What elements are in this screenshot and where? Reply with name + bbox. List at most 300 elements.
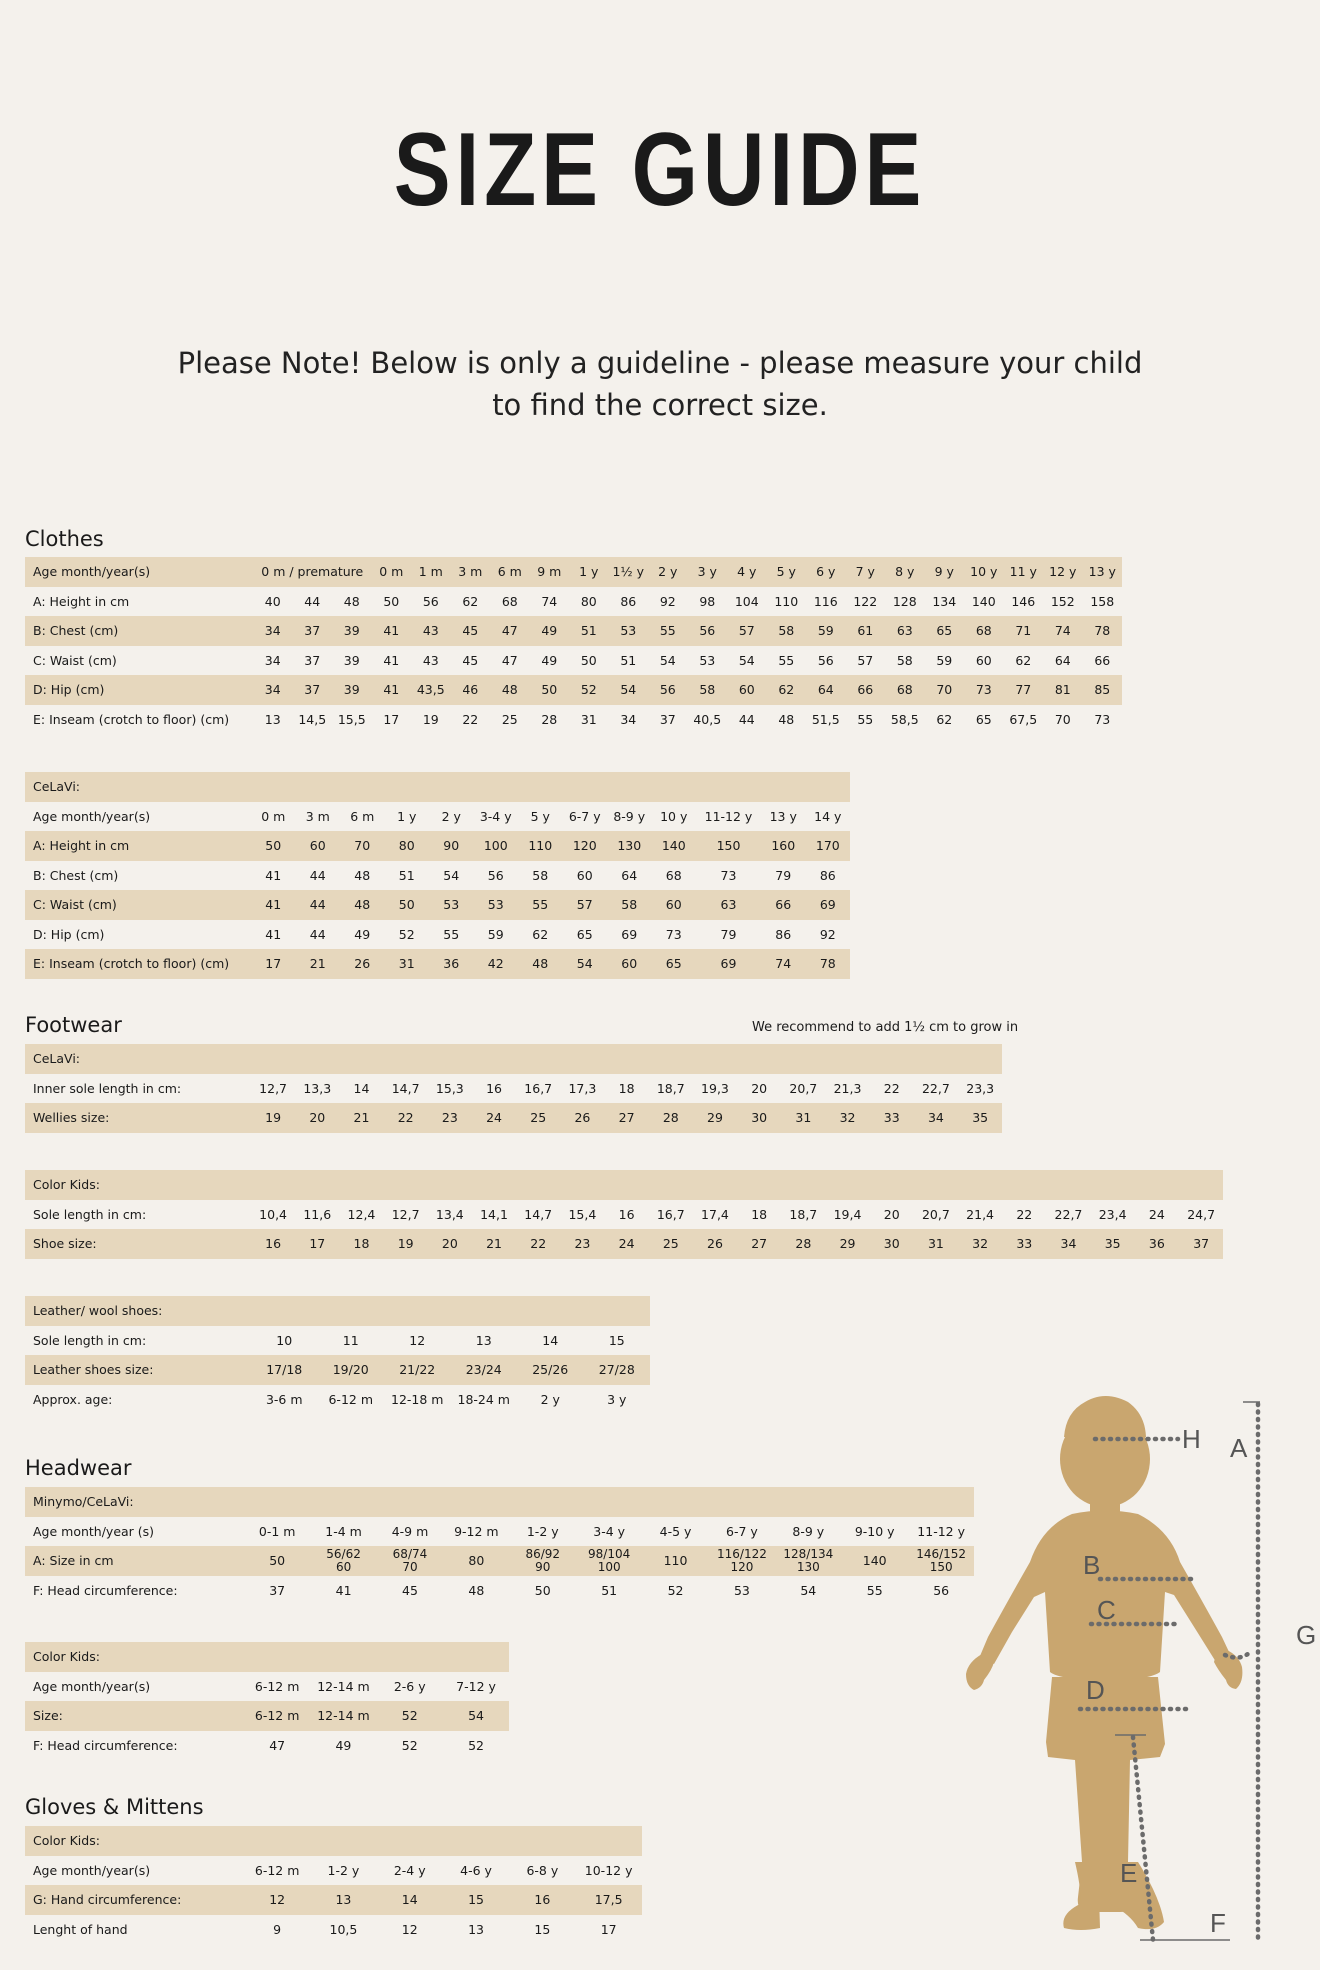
table-cell: 31 <box>580 711 597 727</box>
table-cell: 48 <box>778 711 795 727</box>
table-cell: 86 <box>620 593 637 609</box>
table-cell: 6-12 m <box>254 1678 300 1694</box>
row-label: B: Chest (cm) <box>25 616 253 646</box>
label-e: E <box>1120 1858 1138 1888</box>
section-title-footwear: Footwear <box>25 1013 122 1037</box>
table-row <box>25 1576 974 1606</box>
table-cell: 55 <box>778 652 795 668</box>
table-cell: 60 <box>607 949 652 979</box>
table-row <box>25 1731 509 1761</box>
table-cell: 19 <box>384 1229 428 1259</box>
table-cell: 59 <box>936 652 953 668</box>
table-cell: 3-4 y <box>479 808 512 824</box>
table-cell: 20 <box>428 1229 472 1259</box>
table-cell: 51 <box>398 867 415 883</box>
table-cell: 6-12 m <box>244 1701 310 1731</box>
table-cell: 36 <box>429 949 474 979</box>
table-row <box>25 861 850 891</box>
table-cell: 5 y <box>767 557 807 587</box>
row-label: Sole length in cm: <box>33 1332 147 1348</box>
table-cell: 66 <box>1094 652 1111 668</box>
table-cell: 52 <box>569 675 609 705</box>
table-cell: 40,5 <box>693 711 722 727</box>
table-cell: 51 <box>569 616 609 646</box>
table-cell: 11 <box>342 1332 359 1348</box>
table-cell: 23/24 <box>451 1355 518 1385</box>
row-label: F: Head circumference: <box>33 1582 178 1598</box>
table-row <box>25 1915 642 1945</box>
table-cell: 70 <box>340 831 385 861</box>
table-cell: 17 <box>295 1229 339 1259</box>
table-cell: 16 <box>509 1885 575 1915</box>
table-cell: 47 <box>490 616 530 646</box>
table-cell: 30 <box>737 1103 781 1133</box>
table-cell: 60 <box>296 831 341 861</box>
table-cell: 37 <box>304 652 321 668</box>
table-row <box>25 1229 1223 1259</box>
table-cell: 11 y <box>1004 557 1044 587</box>
section-title-headwear: Headwear <box>25 1456 132 1480</box>
table-cell: 77 <box>1004 675 1044 705</box>
table-cell: 20 <box>295 1103 339 1133</box>
table-cell: 61 <box>846 616 886 646</box>
table-cell: 9 y <box>925 557 965 587</box>
table-cell: 49 <box>335 1737 352 1753</box>
table-cell: 62 <box>462 593 479 609</box>
table-cell: 44 <box>296 890 341 920</box>
table-cell: 53 <box>474 890 519 920</box>
row-label: F: Head circumference: <box>33 1737 178 1753</box>
table-cell: 44 <box>738 711 755 727</box>
table-cell: 13 <box>264 711 281 727</box>
table-cell: 11-12 y <box>704 808 753 824</box>
table-cell: 56 <box>487 867 504 883</box>
table-cell: 63 <box>885 616 925 646</box>
table-cell: 58 <box>896 652 913 668</box>
row-label: Sole length in cm: <box>33 1206 147 1222</box>
table-cell: 68/74 70 <box>377 1546 443 1576</box>
table-cell: 52 <box>401 1737 418 1753</box>
table-subheading: Color Kids: <box>25 1642 509 1672</box>
table-row <box>25 1517 974 1547</box>
table-cell: 12 y <box>1043 557 1083 587</box>
table-cell: 69 <box>621 926 638 942</box>
table-row <box>25 557 1122 587</box>
table-cell: 41 <box>265 926 282 942</box>
row-label: A: Height in cm <box>25 831 251 861</box>
table-cell: 16,7 <box>656 1206 685 1222</box>
table-cell: 23 <box>560 1229 604 1259</box>
table-cell: 73 <box>1094 711 1111 727</box>
row-label: A: Size in cm <box>25 1546 244 1576</box>
table-cell: 22,7 <box>1054 1206 1083 1222</box>
table-cell: 54 <box>443 867 460 883</box>
table-cell: 140 <box>652 831 697 861</box>
table-cell: 6 m <box>350 808 375 824</box>
table-row <box>25 1355 650 1385</box>
table-cell: 50 <box>244 1546 310 1576</box>
table-cell: 37 <box>269 1582 286 1598</box>
row-label: Shoe size: <box>25 1229 251 1259</box>
table-cell: 59 <box>806 616 846 646</box>
table-cell: 37 <box>1179 1229 1223 1259</box>
table-cell: 50 <box>530 675 570 705</box>
table-cell: 74 <box>1043 616 1083 646</box>
table-cell: 12 <box>401 1921 418 1937</box>
table-row <box>25 1701 509 1731</box>
table-cell: 18 <box>751 1206 768 1222</box>
table-cell: 104 <box>734 593 759 609</box>
table-cell: 21 <box>339 1103 383 1133</box>
table-subheading: Color Kids: <box>25 1170 1223 1200</box>
table-cell: 54 <box>443 1701 509 1731</box>
row-label: Wellies size: <box>25 1103 251 1133</box>
table-cell: 3 m <box>451 557 491 587</box>
table-row <box>25 949 850 979</box>
table-cell: 12 <box>244 1885 310 1915</box>
row-label: E: Inseam (crotch to floor) (cm) <box>25 949 251 979</box>
table-headwear-colorkids <box>25 1642 509 1760</box>
section-title-clothes: Clothes <box>25 527 104 551</box>
table-cell: 44 <box>309 926 326 942</box>
table-cell: 21/22 <box>384 1355 451 1385</box>
table-cell: 29 <box>693 1103 737 1133</box>
table-cell: 66 <box>846 675 886 705</box>
table-cell: 23,3 <box>966 1080 995 1096</box>
table-cell: 79 <box>775 867 792 883</box>
table-cell: 22 <box>462 711 479 727</box>
table-cell: 68 <box>665 867 682 883</box>
table-cell: 81 <box>1043 675 1083 705</box>
section-title-gloves: Gloves & Mittens <box>25 1795 204 1819</box>
table-cell: 92 <box>819 926 836 942</box>
table-cell: 21,3 <box>833 1080 862 1096</box>
table-cell: 14,1 <box>480 1206 508 1222</box>
table-cell: 63 <box>696 890 761 920</box>
table-cell: 62 <box>767 675 807 705</box>
table-cell: 10,4 <box>259 1206 288 1222</box>
table-cell: 33 <box>1002 1229 1046 1259</box>
table-cell: 70 <box>1054 711 1071 727</box>
table-cell: 80 <box>443 1546 509 1576</box>
child-measurement-figure <box>960 1392 1320 1947</box>
table-cell: 3 m <box>305 808 330 824</box>
table-row <box>25 1546 974 1576</box>
table-cell: 41 <box>372 675 412 705</box>
table-subheading: CeLaVi: <box>25 772 850 802</box>
table-cell: 28 <box>649 1103 693 1133</box>
table-cell: 26 <box>340 949 385 979</box>
row-label: Age month/year(s) <box>33 808 151 824</box>
table-cell: 73 <box>964 675 1004 705</box>
table-cell: 41 <box>335 1582 352 1598</box>
table-cell: 20,7 <box>789 1080 818 1096</box>
table-cell: 14 <box>377 1885 443 1915</box>
row-label: Approx. age: <box>33 1391 113 1407</box>
table-subheading: CeLaVi: <box>25 1044 1002 1074</box>
table-row <box>25 1200 1223 1230</box>
table-cell: 4-9 m <box>391 1523 429 1539</box>
table-cell: 26 <box>693 1229 737 1259</box>
table-cell: 74 <box>541 593 558 609</box>
table-cell: 58 <box>607 890 652 920</box>
table-cell: 4-5 y <box>659 1523 692 1539</box>
table-cell: 44 <box>304 593 321 609</box>
table-cell: 70 <box>925 675 965 705</box>
row-label: C: Waist (cm) <box>25 890 251 920</box>
table-row <box>25 1103 1002 1133</box>
table-footwear-colorkids <box>25 1170 1223 1259</box>
table-cell: 64 <box>806 675 846 705</box>
table-cell: 34 <box>264 652 281 668</box>
table-cell: 22,7 <box>921 1080 950 1096</box>
table-cell: 12-18 m <box>391 1391 444 1407</box>
table-row <box>25 646 1122 676</box>
table-cell: 3 y <box>688 557 728 587</box>
table-cell: 12,7 <box>259 1080 288 1096</box>
table-cell: 21,4 <box>966 1206 995 1222</box>
table-cell: 17,3 <box>568 1080 597 1096</box>
row-label: Lenght of hand <box>33 1921 128 1937</box>
table-cell: 50 <box>385 890 430 920</box>
table-cell: 49 <box>530 616 570 646</box>
table-cell: 14,7 <box>391 1080 420 1096</box>
table-cell: 11,6 <box>303 1206 332 1222</box>
table-cell: 6-7 y <box>726 1523 758 1539</box>
table-cell: 13 <box>475 1332 492 1348</box>
table-cell: 22 <box>1016 1206 1033 1222</box>
table-cell: 15,5 <box>337 711 366 727</box>
table-cell: 31 <box>914 1229 958 1259</box>
table-cell: 8-9 y <box>792 1523 825 1539</box>
table-cell: 14 <box>542 1332 559 1348</box>
table-cell: 53 <box>429 890 474 920</box>
table-cell: 66 <box>761 890 806 920</box>
table-cell: 52 <box>398 926 415 942</box>
guideline-note-line-1: Please Note! Below is only a guideline - please measure your child <box>177 346 1143 380</box>
table-cell: 55 <box>866 1582 883 1598</box>
table-cell: 30 <box>870 1229 914 1259</box>
table-cell: 0 m / premature <box>253 557 372 587</box>
table-clothes-celavi <box>25 772 850 979</box>
table-cell: 48 <box>343 593 360 609</box>
table-cell: 34 <box>253 616 293 646</box>
table-cell: 48 <box>490 675 530 705</box>
table-cell: 16 <box>618 1206 635 1222</box>
table-cell: 48 <box>354 867 371 883</box>
table-cell: 6-7 y <box>568 808 601 824</box>
table-cell: 45 <box>462 652 479 668</box>
table-cell: 39 <box>343 652 360 668</box>
table-cell: 37 <box>293 675 333 705</box>
table-cell: 6-8 y <box>526 1862 559 1878</box>
table-cell: 8 y <box>885 557 925 587</box>
table-cell: 14 <box>353 1080 370 1096</box>
table-cell: 35 <box>1091 1229 1135 1259</box>
table-cell: 12 <box>409 1332 426 1348</box>
table-cell: 2 y <box>441 808 461 824</box>
table-cell: 7 y <box>846 557 886 587</box>
row-label: E: Inseam (crotch to floor) (cm) <box>33 711 230 727</box>
table-cell: 56 <box>933 1582 950 1598</box>
table-cell: 150 <box>696 831 761 861</box>
table-cell: 19 <box>422 711 439 727</box>
table-cell: 23 <box>428 1103 472 1133</box>
table-row <box>25 772 850 802</box>
table-cell: 52 <box>377 1701 443 1731</box>
table-cell: 12,4 <box>347 1206 376 1222</box>
table-cell: 54 <box>800 1582 817 1598</box>
table-cell: 18 <box>618 1080 635 1096</box>
table-cell: 34 <box>914 1103 958 1133</box>
table-cell: 69 <box>696 949 761 979</box>
table-cell: 60 <box>975 652 992 668</box>
table-cell: 18,7 <box>656 1080 685 1096</box>
table-cell: 100 <box>474 831 519 861</box>
table-row <box>25 1642 509 1672</box>
table-cell: 18-24 m <box>457 1391 510 1407</box>
table-cell: 55 <box>518 890 563 920</box>
table-cell: 10 y <box>660 808 688 824</box>
table-cell: 50 <box>383 593 400 609</box>
table-cell: 9-10 y <box>854 1523 895 1539</box>
table-cell: 128/134 130 <box>775 1546 841 1576</box>
table-cell: 6-12 m <box>254 1862 300 1878</box>
table-cell: 22 <box>883 1080 900 1096</box>
table-cell: 0 m <box>261 808 286 824</box>
table-cell: 37 <box>659 711 676 727</box>
table-cell: 80 <box>580 593 597 609</box>
table-cell: 17 <box>383 711 400 727</box>
table-cell: 2-4 y <box>393 1862 426 1878</box>
table-cell: 65 <box>652 949 697 979</box>
table-cell: 116 <box>813 593 838 609</box>
table-cell: 18 <box>339 1229 383 1259</box>
table-cell: 27/28 <box>584 1355 651 1385</box>
table-row <box>25 1826 642 1856</box>
table-cell: 31 <box>781 1103 825 1133</box>
table-cell: 22 <box>516 1229 560 1259</box>
table-cell: 17/18 <box>251 1355 318 1385</box>
row-label: Age month/year(s) <box>33 1862 151 1878</box>
table-cell: 53 <box>733 1582 750 1598</box>
table-headwear-minymo <box>25 1487 974 1605</box>
table-cell: 0-1 m <box>258 1523 296 1539</box>
table-cell: 16 <box>486 1080 502 1096</box>
table-cell: 15 <box>443 1885 509 1915</box>
table-cell: 2 y <box>648 557 688 587</box>
table-cell: 50 <box>251 831 296 861</box>
table-cell: 1 m <box>411 557 451 587</box>
table-cell: 15,4 <box>568 1206 597 1222</box>
table-cell: 55 <box>857 711 874 727</box>
table-cell: 20,7 <box>921 1206 950 1222</box>
table-cell: 11-12 y <box>917 1523 965 1539</box>
table-cell: 54 <box>609 675 649 705</box>
table-cell: 31 <box>385 949 430 979</box>
table-cell: 9-12 m <box>454 1523 499 1539</box>
table-cell: 122 <box>853 593 878 609</box>
table-row <box>25 1296 650 1326</box>
table-cell: 7-12 y <box>456 1678 496 1694</box>
row-label: Age month/year (s) <box>33 1523 155 1539</box>
table-cell: 26 <box>560 1103 604 1133</box>
table-cell: 51 <box>601 1582 618 1598</box>
guideline-note-line-2: to find the correct size. <box>492 388 828 422</box>
table-cell: 13,4 <box>435 1206 464 1222</box>
table-cell: 67,5 <box>1009 711 1038 727</box>
table-cell: 58 <box>532 867 549 883</box>
table-row <box>25 831 850 861</box>
table-cell: 73 <box>665 926 682 942</box>
table-cell: 34 <box>253 675 293 705</box>
table-cell: 60 <box>652 890 697 920</box>
label-f: F <box>1210 1908 1226 1938</box>
table-cell: 32 <box>958 1229 1002 1259</box>
table-cell: 36 <box>1135 1229 1179 1259</box>
table-cell: 62 <box>532 926 549 942</box>
table-cell: 170 <box>806 831 851 861</box>
table-cell: 27 <box>605 1103 649 1133</box>
table-cell: 56 <box>422 593 439 609</box>
table-cell: 85 <box>1083 675 1123 705</box>
label-d: D <box>1086 1675 1105 1705</box>
table-cell: 4 y <box>727 557 767 587</box>
table-cell: 64 <box>1054 652 1071 668</box>
table-clothes <box>25 557 1122 734</box>
table-cell: 0 m <box>372 557 412 587</box>
table-cell: 45 <box>402 1582 418 1598</box>
table-cell: 47 <box>501 652 518 668</box>
table-cell: 51 <box>620 652 637 668</box>
table-cell: 24 <box>1148 1206 1165 1222</box>
row-label: Age month/year(s) <box>33 1678 151 1694</box>
table-cell: 32 <box>825 1103 869 1133</box>
table-cell: 35 <box>958 1103 1002 1133</box>
table-cell: 13 y <box>1083 557 1123 587</box>
table-cell: 65 <box>925 616 965 646</box>
footwear-grow-note: We recommend to add 1½ cm to grow in <box>752 1020 1019 1035</box>
table-cell: 23,4 <box>1098 1206 1127 1222</box>
guideline-note <box>0 342 1320 426</box>
table-cell: 41 <box>251 890 296 920</box>
table-cell: 17,4 <box>701 1206 729 1222</box>
table-cell: 10,5 <box>329 1921 358 1937</box>
table-cell: 110 <box>774 593 799 609</box>
table-row <box>25 802 850 832</box>
table-cell: 50 <box>580 652 597 668</box>
table-cell: 57 <box>857 652 874 668</box>
table-cell: 140 <box>971 593 996 609</box>
table-cell: 19/20 <box>318 1355 385 1385</box>
table-cell: 53 <box>699 652 716 668</box>
table-cell: 9 m <box>530 557 570 587</box>
table-cell: 55 <box>443 926 460 942</box>
table-cell: 53 <box>609 616 649 646</box>
label-a: A <box>1230 1433 1248 1463</box>
table-cell: 140 <box>842 1546 908 1576</box>
table-cell: 55 <box>648 616 688 646</box>
table-cell: 13 <box>468 1921 484 1937</box>
table-footwear-leather <box>25 1296 650 1414</box>
table-cell: 16 <box>251 1229 295 1259</box>
table-cell: 24 <box>472 1103 516 1133</box>
table-cell: 10 y <box>964 557 1004 587</box>
table-cell: 42 <box>474 949 519 979</box>
table-cell: 1 y <box>397 808 417 824</box>
table-cell: 29 <box>825 1229 869 1259</box>
table-cell: 58 <box>767 616 807 646</box>
